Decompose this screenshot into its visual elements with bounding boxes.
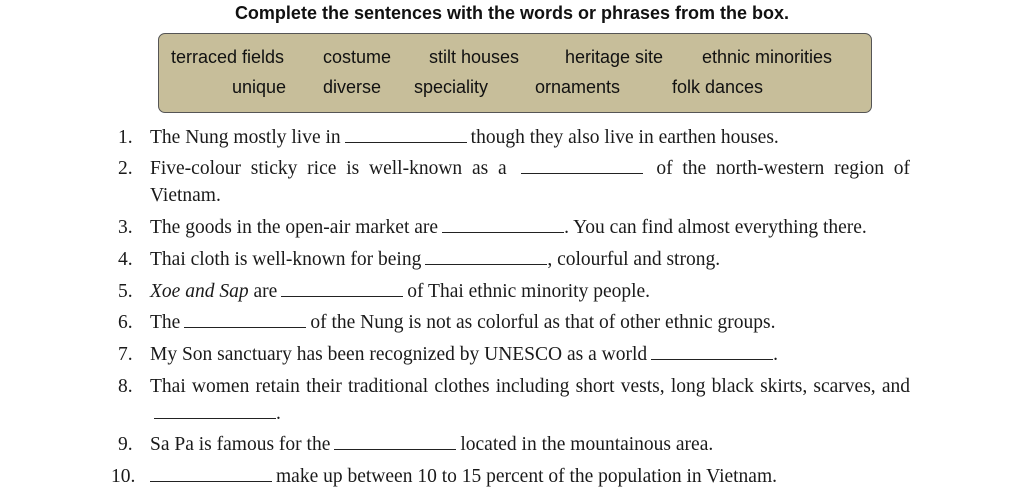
question-number: 9. [118,434,133,455]
word-box [158,33,872,113]
question-text: The [150,312,181,333]
question-number: 6. [118,312,133,333]
question-3 [118,214,910,241]
question-text: Thai cloth is well-known for being [150,249,422,270]
question-4 [118,246,910,273]
word-option: terraced fields [171,47,285,67]
question-text: Thai women retain their traditional clothes including short vests, long black skirts, scarves, and [150,376,910,397]
answer-blank[interactable] [150,463,272,482]
answer-blank[interactable] [521,155,643,174]
question-text: The goods in the open-air market are [150,217,439,238]
question-9 [118,431,910,458]
question-text: Five-colour sticky rice is well-known as a [150,158,507,179]
question-number: 8. [118,376,133,397]
exercise-instructions: Complete the sentences with the words or phrases from the box. [234,3,790,23]
answer-blank[interactable] [184,309,306,328]
question-text: of the north-western region of Vietnam. [150,158,910,206]
question-number: 3. [118,217,133,238]
question-text: , colourful and strong. [547,249,721,270]
question-text: though they also live in earthen houses. [470,127,779,148]
question-text: . [773,344,779,365]
question-text: located in the mountainous area. [460,434,714,455]
question-number: 2. [118,158,133,179]
question-2 [118,155,910,209]
word-option: folk dances [672,77,764,97]
question-5 [118,278,910,305]
question-text: . [276,403,281,424]
question-7 [118,341,910,368]
answer-blank[interactable] [425,246,547,265]
question-1 [118,124,910,151]
word-option: heritage site [565,47,664,67]
question-text: of the Nung is not as colorful as that of other ethnic groups. [310,312,776,333]
word-option: ornaments [535,77,621,97]
question-number: 5. [118,281,133,302]
question-number: 7. [118,344,133,365]
word-option: diverse [323,77,382,97]
question-number: 4. [118,249,133,270]
question-number: 1. [118,127,133,148]
word-option: unique [232,77,287,97]
question-text: Sa Pa is famous for the [150,434,331,455]
answer-blank[interactable] [651,341,773,360]
word-option: speciality [414,77,489,97]
question-10 [111,463,910,490]
question-8 [118,373,910,427]
answer-blank[interactable] [334,431,456,450]
question-text: The Nung mostly live in [150,127,341,148]
answer-blank[interactable] [154,400,276,419]
question-number: 10. [111,466,136,487]
answer-blank[interactable] [345,124,467,143]
question-text: of Thai ethnic minority people. [407,281,651,302]
word-option: stilt houses [429,47,520,67]
question-text: are [253,281,278,302]
word-option: ethnic minorities [702,47,833,67]
question-text: . You can find almost everything there. [564,217,867,238]
question-text-italic: Xoe and Sap [150,281,249,302]
question-text: make up between 10 to 15 percent of the population in Vietnam. [276,466,778,487]
answer-blank[interactable] [281,278,403,297]
word-option: costume [323,47,392,67]
question-6 [118,309,910,336]
question-text: My Son sanctuary has been recognized by UNESCO as a world [150,344,648,365]
answer-blank[interactable] [442,214,564,233]
